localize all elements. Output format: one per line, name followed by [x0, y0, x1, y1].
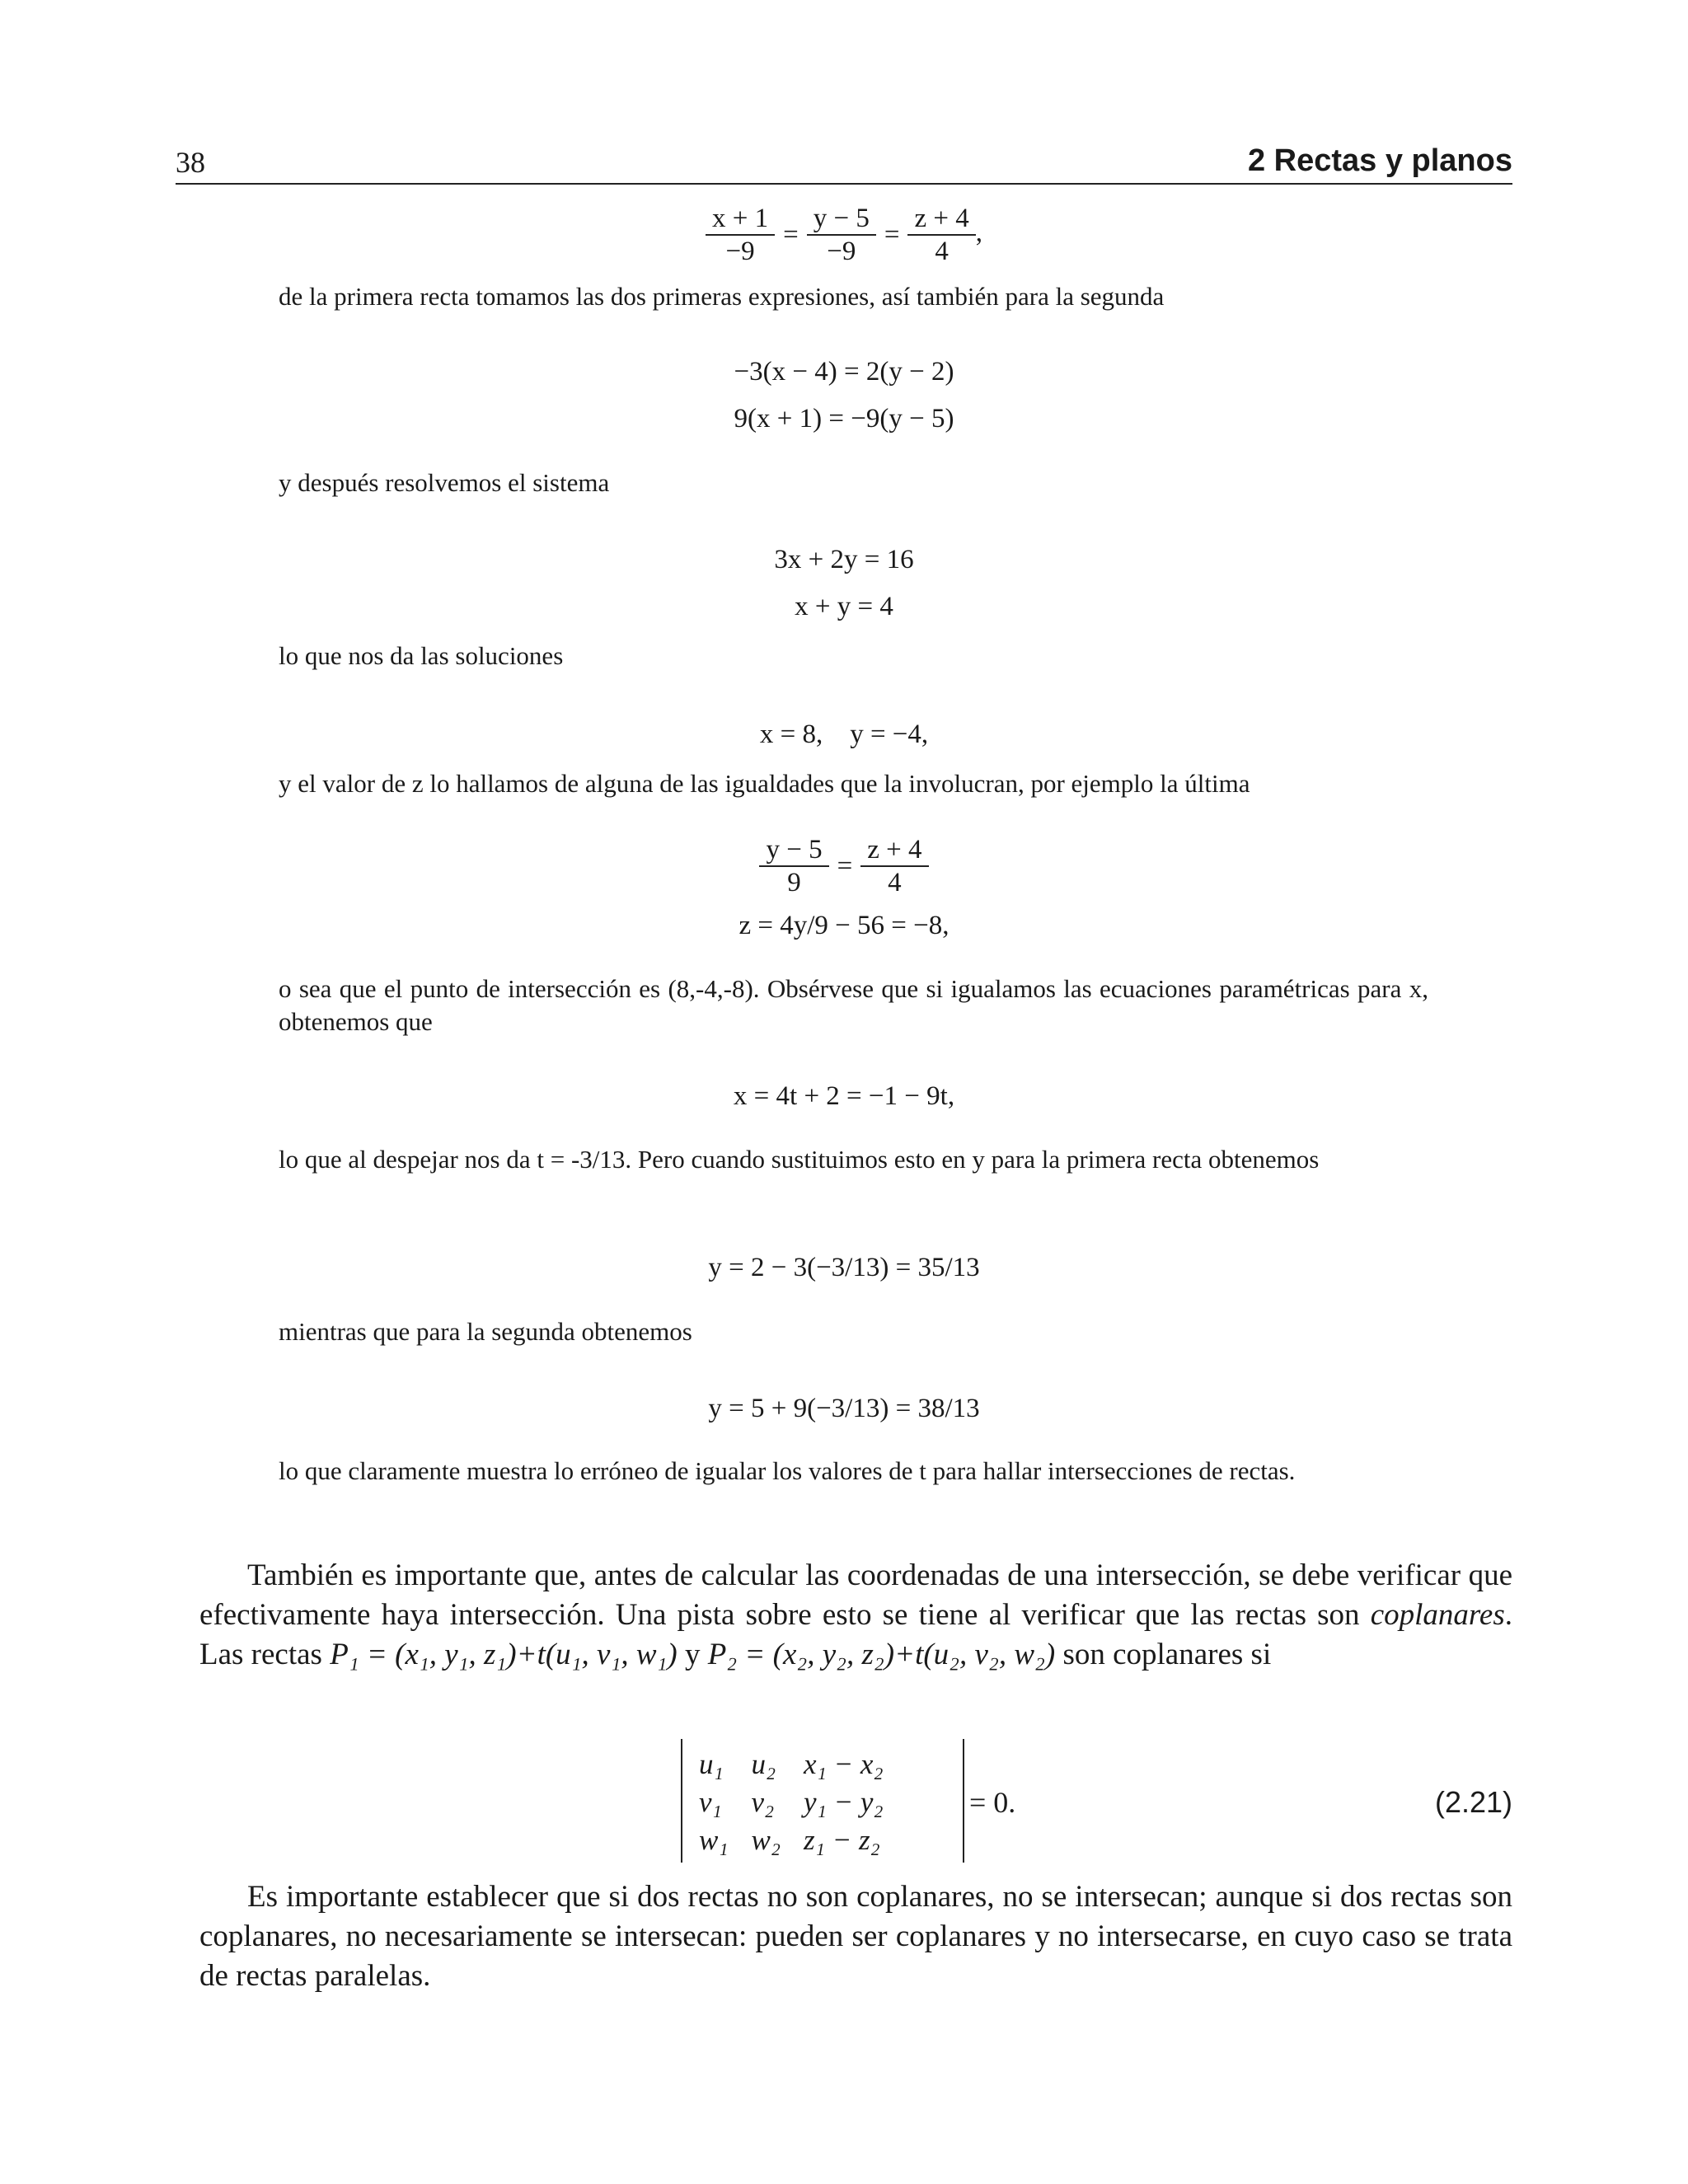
- equation-number: (2.21): [1434, 1785, 1512, 1819]
- paragraph-final: [199, 1877, 1512, 1996]
- emphasis: coplanares: [1370, 1598, 1505, 1632]
- matrix-row: [687, 1746, 895, 1783]
- paragraph: o sea que el punto de intersección es (8,-4,-8). Obsérvese que si igualamos las ecuaciones paramétricas para x, obtenemos que: [279, 974, 1428, 1036]
- paragraph-coplanar: [199, 1556, 1512, 1675]
- fraction: [759, 834, 828, 898]
- fraction: [907, 203, 975, 267]
- matrix-cell: u₂: [751, 1748, 776, 1780]
- fraction: [860, 834, 928, 898]
- vector-line-1: P₁ = (x₁, y₁, z₁)+t(u₁, v₁, w₁): [330, 1638, 678, 1671]
- chapter-title: 2 Rectas y planos: [1247, 143, 1512, 178]
- denominator: 9: [787, 868, 801, 898]
- equation-z: $\frac{y - 5}{9}$ = $\frac{z + 4}{4}$: [0, 834, 1688, 898]
- paragraph: lo que nos da las soluciones: [279, 641, 564, 670]
- denominator: −9: [827, 237, 856, 266]
- equation-y1: y = 2 − 3(−3/13) = 35/13: [708, 1253, 980, 1282]
- equation-z-result: z = 4y/9 − 56 = −8,: [738, 911, 950, 940]
- matrix-cell: y₁ − y₂: [804, 1786, 884, 1818]
- matrix-cell: x₁ − x₂: [804, 1748, 884, 1780]
- punctuation: ,: [975, 218, 982, 248]
- matrix-cell: w₁: [699, 1824, 729, 1856]
- paragraph: lo que al despejar nos da t = -3/13. Pero cuando sustituimos esto en y para la primera recta obtenemos: [279, 1145, 1320, 1174]
- paragraph: lo que claramente muestra lo erróneo de igualar los valores de t para hallar intersecciones de rectas.: [279, 1456, 1296, 1485]
- determinant: [681, 1739, 964, 1863]
- matrix-cell: z₁ − z₂: [804, 1824, 880, 1856]
- system-line: 9(x + 1) = −9(y − 5): [734, 404, 954, 434]
- paragraph: y después resolvemos el sistema: [279, 468, 610, 497]
- denominator: −9: [725, 237, 755, 266]
- system-line: 3x + 2y = 16: [774, 545, 914, 574]
- paragraph: de la primera recta tomamos las dos primeras expresiones, así también para la segunda: [279, 282, 1165, 311]
- paragraph: y el valor de z lo hallamos de alguna de las igualdades que la involucran, por ejemplo la última: [279, 769, 1250, 798]
- fraction: [807, 203, 876, 267]
- determinant-matrix: [687, 1746, 895, 1859]
- fraction: [706, 203, 775, 267]
- system-line: x + y = 4: [795, 592, 893, 621]
- page-header: [176, 140, 1512, 185]
- text: y: [677, 1638, 708, 1671]
- text: Es importante establecer que si dos rectas no son coplanares, no se intersecan; aunque si dos rectas son coplanares, no necesariamente se intersecan: pueden ser coplanares y no intersecarse, en cuyo caso se trata de rectas paralelas.: [199, 1880, 1512, 1993]
- matrix-cell: v₂: [751, 1786, 775, 1818]
- matrix-cell: w₂: [751, 1824, 781, 1856]
- numerator: x + 1: [706, 203, 775, 236]
- matrix-row: [687, 1821, 895, 1859]
- text: . Las rectas: [199, 1598, 1512, 1671]
- equation-x: x = 4t + 2 = −1 − 9t,: [733, 1081, 955, 1111]
- denominator: 4: [935, 237, 949, 266]
- numerator: z + 4: [860, 834, 928, 867]
- equation-ratios: $\frac{x + 1}{-9}$ = $\frac{y - 5}{-9}$ = $\frac{z + 4}{4}$ ,: [0, 203, 1688, 267]
- text: son coplanares si: [1055, 1638, 1272, 1671]
- determinant-rhs: = 0.: [969, 1786, 1016, 1819]
- matrix-cell: u₁: [699, 1748, 724, 1780]
- system-line: −3(x − 4) = 2(y − 2): [734, 357, 954, 387]
- vector-line-2: P₂ = (x₂, y₂, z₂)+t(u₂, v₂, w₂): [707, 1638, 1056, 1671]
- numerator: z + 4: [907, 203, 975, 236]
- denominator: 4: [888, 868, 902, 898]
- paragraph: mientras que para la segunda obtenemos: [279, 1317, 692, 1346]
- text: También es importante que, antes de calcular las coordenadas de una intersección, se debe verificar que efectivamente haya intersección. Una pista sobre esto se tiene al verificar que las rectas son: [199, 1558, 1512, 1632]
- matrix-cell: v₁: [699, 1786, 722, 1818]
- matrix-row: [687, 1783, 895, 1821]
- solution-equation: x = 8, y = −4,: [759, 719, 929, 749]
- page-number: 38: [176, 146, 205, 179]
- equation-y2: y = 5 + 9(−3/13) = 38/13: [708, 1394, 980, 1423]
- numerator: y − 5: [807, 203, 876, 236]
- numerator: y − 5: [759, 834, 828, 867]
